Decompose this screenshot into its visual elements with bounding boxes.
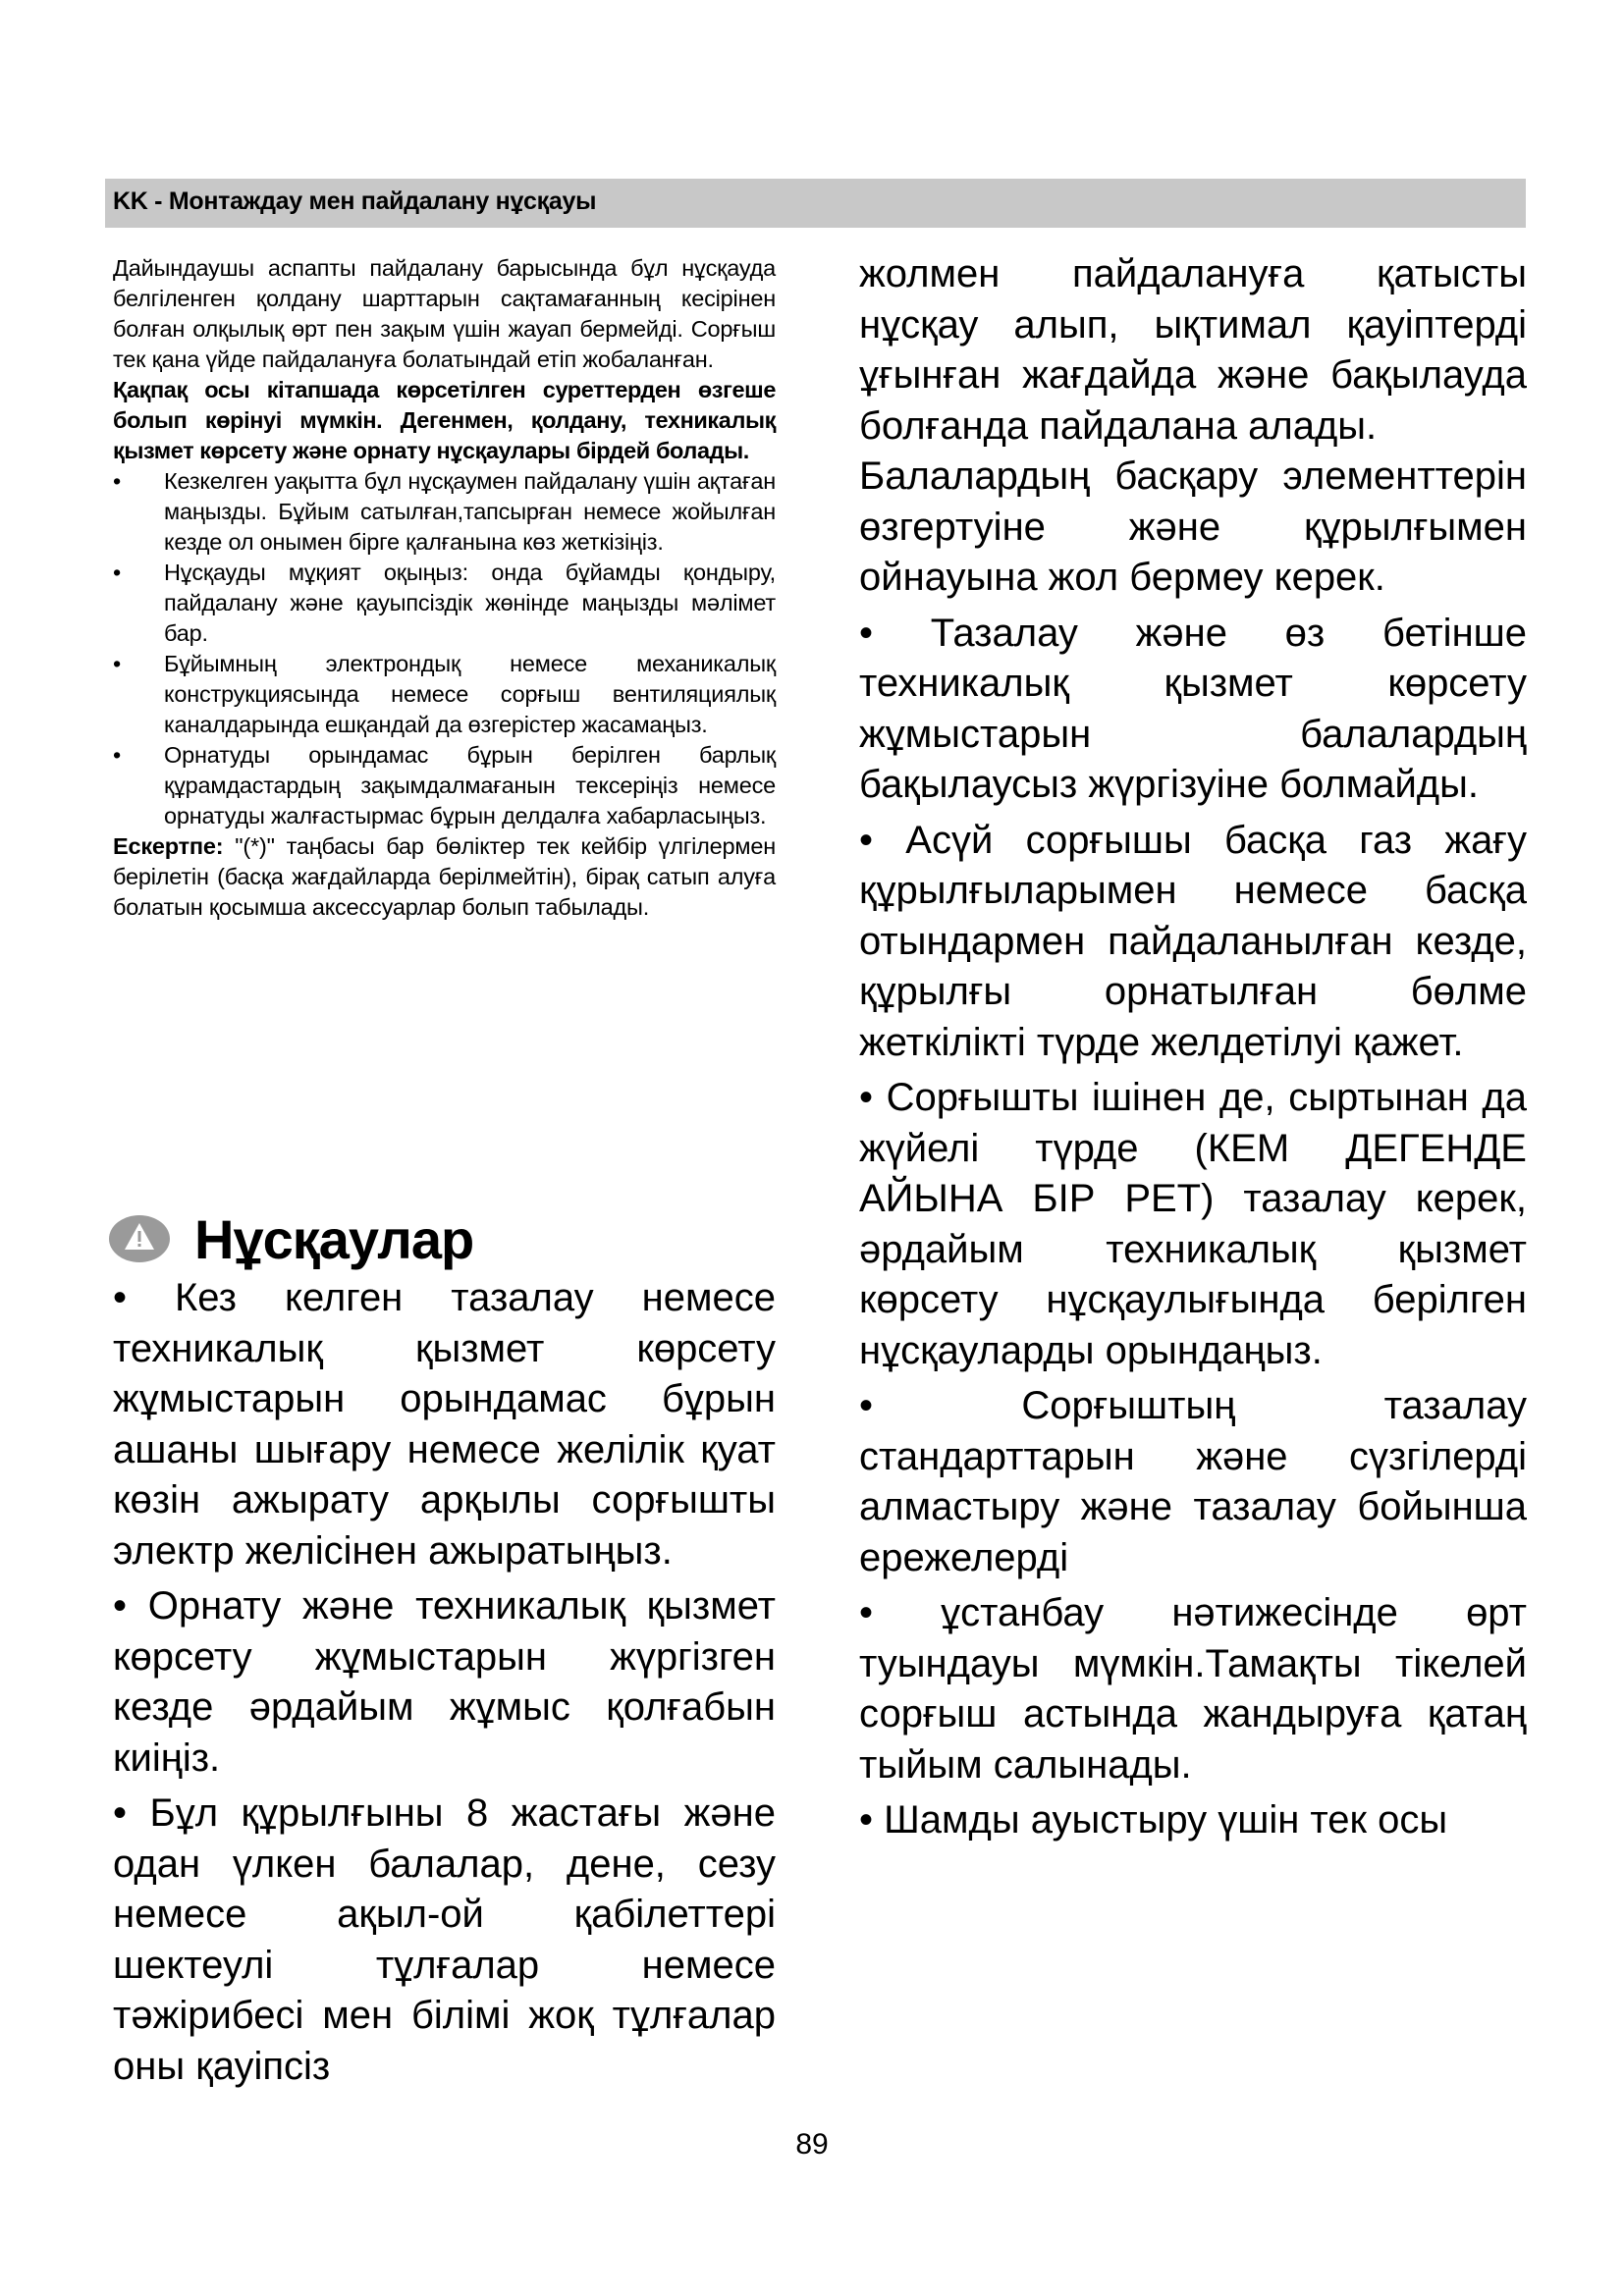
instruction-paragraph: • Асүй сорғышы басқа газ жағу құрылғыларымен немесе басқа отындармен пайдаланылған кезде, құрылғы орнатылған бөлме жеткілікті түрде желдетілуі қажет. bbox=[859, 818, 1527, 1064]
note-label: Ескертпе: bbox=[113, 833, 224, 859]
instruction-paragraph: • Шамды ауыстыру үшін тек осы bbox=[859, 1798, 1448, 1842]
intro-bold-paragraph: Қақпақ осы кітапшада көрсетілген суреттерден өзгеше болып көрінуі мүмкін. Дегенмен, қолдану, техникалық қызмет көрсету және орнату нұсқаулары бірдей болады. bbox=[113, 377, 776, 463]
instruction-paragraph: Балалардың басқару элементтерін өзгертуіне және құрылғымен ойнауына жол бермеу керек. bbox=[859, 454, 1527, 599]
instruction-paragraph: жолмен пайдалануға қатысты нұсқау алып, ықтимал қауіптерді ұғынған жағдайда және бақылауда болғанда пайдалана алады. bbox=[859, 252, 1527, 448]
instructions-right-column bbox=[859, 249, 1527, 1846]
instruction-paragraph: • Бұл құрылғыны 8 жастағы және одан үлкен балалар, дене, сезу немесе ақыл-ой қабілеттері шектеулі тұлғалар немесе тәжірибесі мен білімі жоқ тұлғалар оны қауіпсіз bbox=[113, 1791, 776, 2088]
instruction-paragraph: • Сорғыштың тазалау стандарттарын және сүзгілерді алмастыру және тазалау бойынша ережелерді bbox=[859, 1384, 1527, 1579]
list-item: • Орнатуды орындамас бұрын берілген барлық құрамдастардың зақымдалмағанын тексеріңіз немесе орнатуды жалғастырмас бұрын делдалға хабарласыңыз. bbox=[113, 740, 776, 831]
instruction-paragraph: • Орнату және техникалық қызмет көрсету жұмыстарын жүргізген кезде әрдайым жұмыс қолғабын киіңіз. bbox=[113, 1584, 776, 1780]
header-title: KK - Монтаждау мен пайдалану нұсқауы bbox=[113, 187, 597, 215]
warning-icon bbox=[108, 1214, 171, 1263]
instruction-paragraph: • ұстанбау нәтижесінде өрт туындауы мүмкін.Тамақты тікелей сорғыш астында жандыруға қатаң тыйым салынады. bbox=[859, 1591, 1527, 1787]
intro-column bbox=[113, 253, 776, 923]
instruction-paragraph: • Сорғышты ішінен де, сыртынан да жүйелі түрде (КЕМ ДЕГЕНДЕ АЙЫНА БІР РЕТ) тазалау керек, әрдайым техникалық қызмет көрсету нұсқаулығында берілген нұсқауларды орындаңыз. bbox=[859, 1076, 1527, 1372]
list-item: • Бұйымның электрондық немесе механикалық конструкциясында немесе сорғыш вентиляциялық каналдарында ешқандай да өзгерістер жасамаңыз. bbox=[113, 649, 776, 740]
instruction-paragraph: • Тазалау және өз бетінше техникалық қызмет көрсету жұмыстарын балалардың бақылаусыз жүргізуіне болмайды. bbox=[859, 611, 1527, 806]
intro-paragraph: Дайындаушы аспапты пайдалану барысында бұл нұсқауда белгіленген қолдану шарттарын сақтамағанның кесірінен болған олқылық өрт пен зақым үшін жауап бермейді. Сорғыш тек қана үйде пайдалануға болатындай етіп жобаланған. bbox=[113, 255, 776, 372]
section-title: Нұсқаулар bbox=[194, 1207, 474, 1270]
header-bar bbox=[105, 179, 1526, 228]
section-heading bbox=[108, 1200, 473, 1278]
intro-bullet-list bbox=[113, 466, 776, 831]
note-text: "(*)" таңбасы бар бөліктер тек кейбір үлгілермен берілетін (басқа жағдайларда берілмейтін), бірақ сатып алуға болатын қосымша аксессуарлар болып табылады. bbox=[113, 833, 776, 920]
page-number: 89 bbox=[795, 2128, 829, 2161]
instruction-paragraph: • Кез келген тазалау немесе техникалық қызмет көрсету жұмыстарын орындамас бұрын ашаны шығару немесе желілік қуат көзін ажырату арқылы сорғышты электр желісінен ажыратыңыз. bbox=[113, 1276, 776, 1573]
note-paragraph bbox=[113, 831, 776, 923]
list-item: • Кезкелген уақытта бұл нұсқаумен пайдалану үшін ақтаған маңызды. Бұйым сатылған,тапсырған немесе жойылған кезде ол онымен бірге қалғанына көз жеткізіңіз. bbox=[113, 466, 776, 558]
instructions-left-column bbox=[113, 1273, 776, 2092]
list-item: • Нұсқауды мұқият оқыңыз: онда бұйамды қондыру, пайдалану және қауыпсіздік жөнінде маңызды мәлімет бар. bbox=[113, 558, 776, 649]
